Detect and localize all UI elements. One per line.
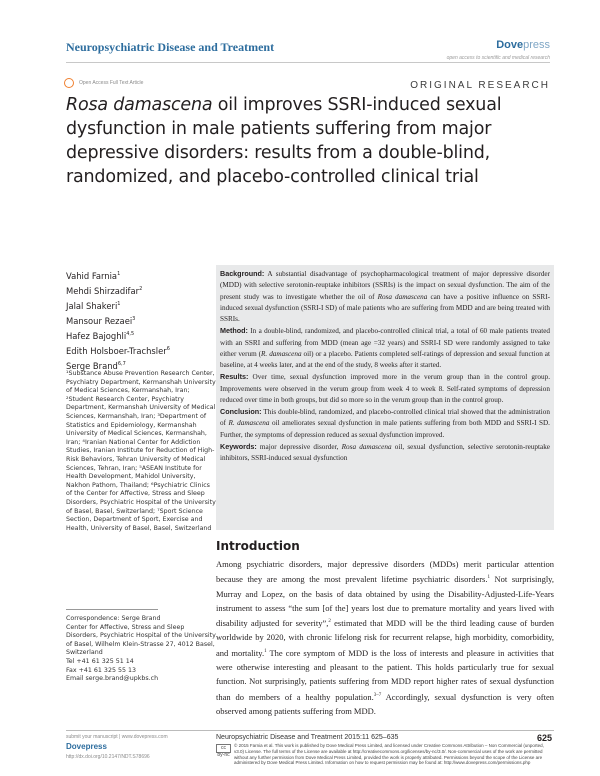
citation-ref[interactable]: 1 [487, 575, 490, 581]
header-divider [66, 62, 550, 63]
author[interactable]: Mehdi Shirzadifar$^2$ [66, 285, 143, 296]
journal-title: Neuropsychiatric Disease and Treatment [66, 40, 275, 54]
author[interactable]: Mansour Rezaei$^3$ [66, 315, 136, 326]
article-title [66, 93, 552, 189]
open-access-icon [64, 78, 74, 88]
title-italic: Rosa damascena [66, 95, 213, 115]
author[interactable]: Serge Brand$^{6,7}$ [66, 360, 126, 371]
submit-manuscript-link[interactable]: submit your manuscript | www.dovepress.com [66, 734, 168, 740]
doi-link[interactable]: http://dx.doi.org/10.2147/NDT.S78696 [66, 754, 150, 760]
introduction-body [216, 557, 554, 718]
abstract-conclusion: Conclusion: This double-blind, randomized, and placebo-controlled clinical trial showed that the administration of R. damascena oil ameliorates sexual dysfunction in male patients suffering from both MDD and SSRI-I SD. Further, the symptoms of depression reduced as sexual dysfunction improved. [220, 407, 550, 439]
introduction-heading: Introduction [216, 539, 300, 553]
author-list [66, 268, 170, 373]
abstract-background: Background: A substantial disadvantage of psychopharmacological treatment of major depressive disorder (MDD) with selective serotonin-reuptake inhibitors (SSRIs) is the impact on sexual dysfunction. The aim of the present study was to investigate whether the oil of Rosa damascena can have a positive influence on SSRI-induced sexual dysfunction (SSRI-I SD) of male patients who are suffering from MDD and are being treated with SSRIs. [220, 269, 550, 323]
correspondence-heading: Correspondence: Serge Brand [66, 615, 161, 622]
title-rest: oil improves SSRI-induced sexual dysfunction in male patients suffering from major depressive disorders: results from a double-blind, randomized, and placebo-controlled clinical trial [66, 95, 502, 187]
correspondence-tel: Tel +41 61 325 51 14 [66, 657, 134, 665]
citation-ref[interactable]: 3–7 [373, 692, 382, 698]
correspondence-block [66, 615, 216, 684]
footer-citation: Neuropsychiatric Disease and Treatment 2015:11 625–635 [216, 734, 399, 741]
publisher-logo[interactable] [496, 39, 550, 51]
publisher-logo-light: press [523, 39, 550, 51]
abstract-results: Results: Over time, sexual dysfunction improved more in the verum group than in the control group. Improvements were observed in the verum group from week 4 to week 8. Self-rated symptoms of depression reduced over time in both groups, but did so more so in the verum group than in the control group. [220, 372, 550, 404]
affiliations [66, 370, 216, 533]
footer-dovepress-logo[interactable]: Dovepress [66, 742, 107, 751]
affiliation-text: ¹Substance Abuse Prevention Research Center, Psychiatry Department, Kermanshah University of Medical Sciences, Kermanshah, Iran; ²Student Research Center, Psychiatry Department, Kermanshah University of Medical Sciences, Kermanshah, Iran; ³Department of Statistics and Epidemiology, Kermanshah University of Medical Sciences, Kermanshah, Iran; ⁴Iranian National Center for Addiction Studies, Iranian Institute for Reduction of High-Risk Behaviors, Tehran University of Medical Sciences, Tehran, Iran; ⁵ASEAN Institute for Health Development, Mahidol University, Nakhon Pathom, Thailand; ⁶Psychiatric Clinics of the Center for Affective, Stress and Sleep Disorders, Psychiatric Hospital of the University of Basel, Basel, Switzerland; ⁷Sport Science Section, Department of Sport, Exercise and Health, University of Basel, Basel, Switzerland [66, 370, 216, 532]
page-number: 625 [536, 733, 552, 743]
citation-ref[interactable]: 1 [264, 648, 267, 654]
correspondence-email[interactable]: Email serge.brand@upkbs.ch [66, 675, 159, 683]
article-type: ORIGINAL RESEARCH [410, 80, 550, 91]
license-text: © 2015 Farnia et al. This work is published by Dove Medical Press Limited, and licensed under Creative Commons Attribution – Non Commercial (unported, v3.0) License. The full terms of the License are available at http://creativecommons.org/licenses/by-nc/3.0/. Non-commercial uses of the work are permitted without any further permission from Dove Medical Press Limited, provided the work is properly attributed. Permissions beyond the scope of the License are administered by Dove Medical Press Limited. Information on how to request permission may be found at: http://www.dovepress.com/permissions.php [234, 743, 544, 766]
author[interactable]: Edith Holsboer-Trachsler$^6$ [66, 345, 170, 356]
author[interactable]: Vahid Farnia$^1$ [66, 270, 121, 281]
abstract-method: Method: In a double-blind, randomized, and placebo-controlled clinical trial, a total of 60 male patients treated with an SSRI and suffering from MDD (mean age =32 years) and SSRI-I SD were randomly assigned to take either verum (R. damascena oil) or a placebo. Patients completed self-ratings of depression and sexual function at baseline, at 4 weeks later, and at the end of the study, 8 weeks after it started. [220, 326, 550, 369]
author[interactable]: Hafez Bajoghli$^{4,5}$ [66, 330, 135, 341]
publisher-tagline: open access to scientific and medical research [446, 55, 550, 61]
correspondence-address: Center for Affective, Stress and Sleep Disorders, Psychiatric Hospital of the University of Basel, Wilhelm Klein-Strasse 27, 4012 Basel, Switzerland [66, 623, 216, 657]
correspondence-divider [66, 609, 158, 610]
introduction-paragraph: Among psychiatric disorders, major depressive disorders (MDDs) merit particular attention because they are among the most prevalent lifetime psychiatric disorders.$^1$ Not surprisingly, Murray and Lopez, on the basis of data obtained by using the Disability-Adjusted-Life-Years instrument to assess “the sum [of the] years lost due to premature mortality and years lived with disability adjusted for severity”,$^2$ estimated that MDD will be the third leading cause of burden worldwide by 2020, with chronic lifelong risk for recurrent relapse, high morbidity, comorbidity, and mortality.$^1$ The core symptom of MDD is the loss of interests and pleasure in activities that were otherwise interesting and pleasant to the patient. This holds particularly true for sexual function. Not surprisingly, patients suffering from MDD report higher rates of sexual dysfunction than do members of a healthy population.$^{3-7}$ Accordingly, sexual dysfunction is very often observed among patients suffering from MDD. [216, 559, 555, 716]
author[interactable]: Jalal Shakeri$^1$ [66, 300, 121, 311]
creative-commons-icon: cc by-nc [217, 745, 230, 758]
open-access-label: Open Access Full Text Article [79, 80, 144, 86]
publisher-logo-bold: Dove [496, 39, 524, 51]
footer-divider [66, 730, 554, 731]
citation-ref[interactable]: 2 [328, 619, 331, 625]
abstract-box [216, 265, 554, 530]
correspondence-fax: Fax +41 61 325 55 13 [66, 666, 136, 674]
abstract-keywords: Keywords: major depressive disorder, Rosa damascena oil, sexual dysfunction, selective serotonin-reuptake inhibitors, SSRI-induced sexual dysfunction [220, 441, 550, 462]
